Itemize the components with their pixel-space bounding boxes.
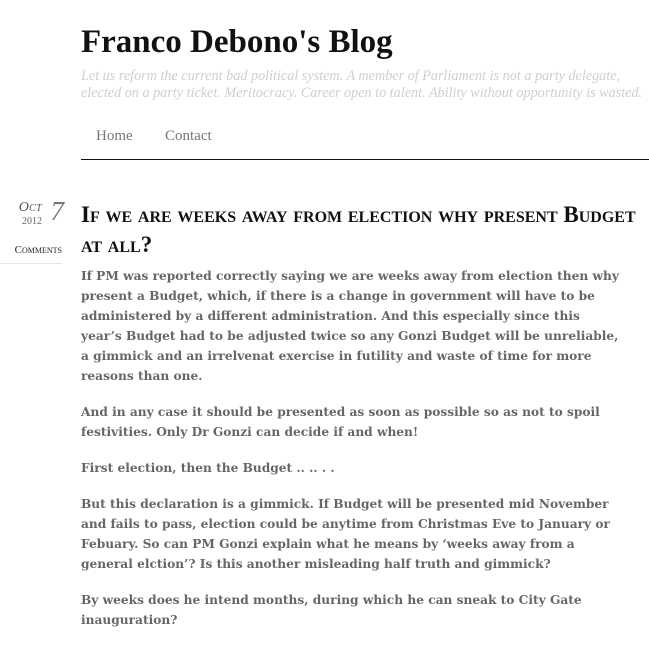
site-title[interactable]: Franco Debono's Blog [81,24,393,60]
nav-item-home[interactable]: Home [96,128,133,144]
post-paragraph: If PM was reported correctly saying we are weeks away from election then why present a Budget, which, if there is a change in government will have to be administered by a different administration. And this especially since this year’s Budget had to be adjusted twice so any Gonzi Budget will be unreliable, a gimmick and an irrelvenat exercise in futility and waste of time for more reasons than one. [81,269,619,383]
main-navigation [81,120,649,160]
post-date [0,198,64,230]
tagline-line: elected on a party ticket. Meritocracy. Career open to talent. Ability without opportunity is wasted. [81,85,643,101]
comments-link[interactable]: Comments [0,244,62,264]
post-paragraph: First election, then the Budget .. .. . . [81,461,335,475]
post-date-day: 7 [50,196,64,226]
nav-item-contact[interactable]: Contact [165,128,212,144]
post-date-month: Oct [18,200,42,215]
post-body [81,266,621,646]
post-paragraph: But this declaration is a gimmick. If Budget will be presented mid November and fails to pass, election could be anytime from Christmas Eve to January or Febuary. So can PM Gonzi explain what he means by ‘weeks away from a general elction’? Is this another misleading half truth and gimmick? [81,497,610,571]
post-paragraph: By weeks does he intend months, during which he can sneak to City Gate inauguration? [81,593,582,627]
site-tagline [81,68,649,102]
post-date-year: 2012 [22,216,42,227]
post-paragraph: And in any case it should be presented as soon as possible so as not to spoil festivities. Only Dr Gonzi can decide if and when! [81,405,600,439]
tagline-line: Let us reform the current bad political system. A member of Parliament is not a party delegate, [81,68,621,84]
post-title[interactable]: If we are weeks away from election why present Budget at all? [81,202,636,257]
